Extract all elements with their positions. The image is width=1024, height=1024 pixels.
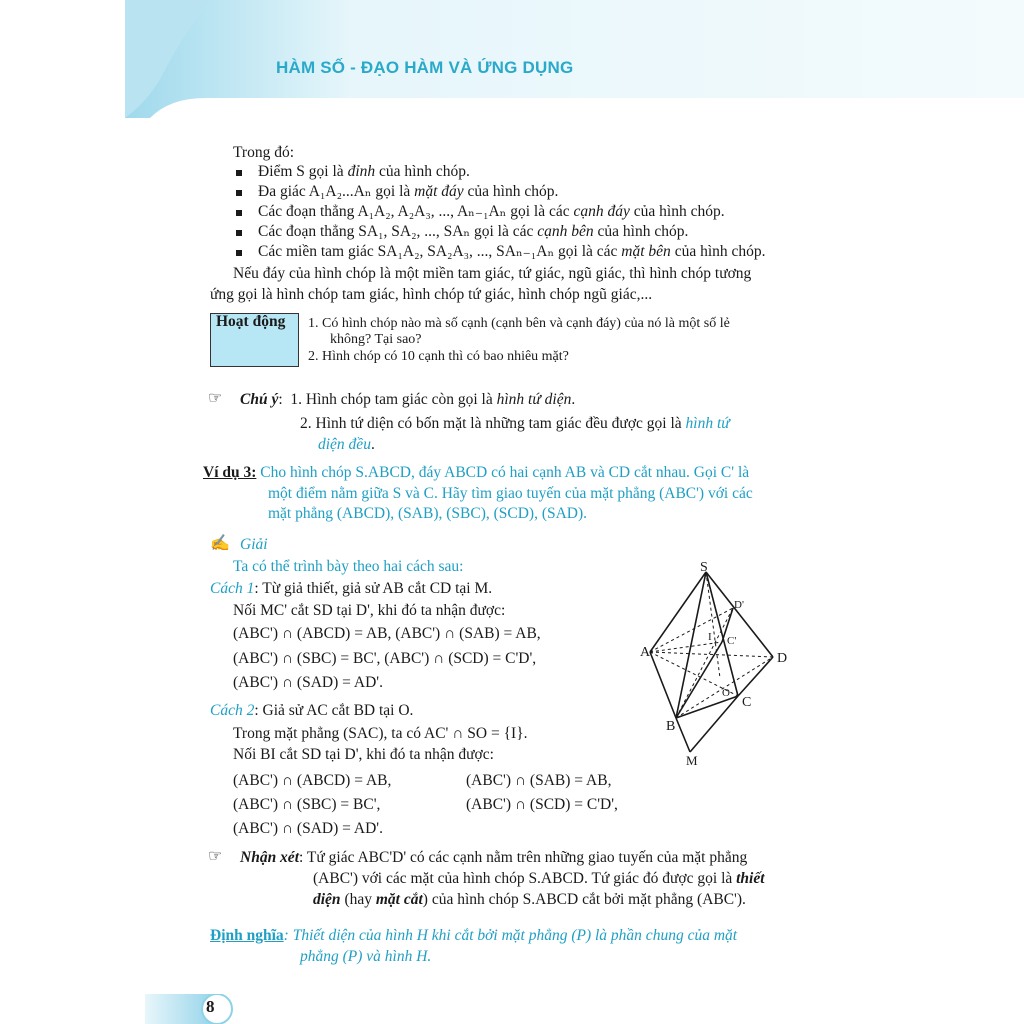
method-2-eq-2a: (ABC') ∩ (SBC) = BC', (233, 796, 381, 813)
method-1-eq-3: (ABC') ∩ (SAD) = AD'. (233, 674, 383, 691)
footer-band (145, 994, 235, 1024)
bullet-2: Đa giác A₁A₂...Aₙ gọi là mặt đáy của hình chóp. (258, 183, 559, 200)
label-B: B (666, 719, 676, 734)
bullet-4: Các đoạn thẳng SA₁, SA₂, ..., SAₙ gọi là các cạnh bên của hình chóp. (258, 223, 689, 240)
label-M: M (686, 753, 698, 768)
note-line-1: Chú ý: 1. Hình chóp tam giác còn gọi là hình tứ diện. (240, 391, 576, 408)
edge-AD (650, 652, 773, 657)
method-1-line-1: Cách 1: Từ giả thiết, giả sử AB cắt CD tại M. (210, 580, 493, 597)
activity-item-1-cont: không? Tại sao? (330, 332, 422, 347)
bullet-marker (236, 170, 242, 176)
pyramid-figure (640, 560, 820, 770)
example-line-1: Ví dụ 3: Cho hình chóp S.ABCD, đáy ABCD có hai cạnh AB và CD cắt nhau. Gọi C' là (203, 464, 750, 481)
paragraph-line: ứng gọi là hình chóp tam giác, hình chóp tứ giác, hình chóp ngũ giác,... (210, 286, 653, 303)
definition-line-1: Định nghĩa: Thiết diện của hình H khi cắt bởi mặt phẳng (P) là phần chung của mặt (210, 927, 738, 944)
page-number: 8 (206, 997, 215, 1016)
method-2-eq-1a: (ABC') ∩ (ABCD) = AB, (233, 772, 392, 789)
method-2-eq-2b: (ABC') ∩ (SCD) = C'D', (466, 796, 618, 813)
bullet-marker (236, 250, 242, 256)
bullet-marker (236, 230, 242, 236)
example-line-3: mặt phẳng (ABCD), (SAB), (SBC), (SCD), (SAD). (268, 505, 588, 522)
method-2-line-3: Nối BI cắt SD tại D', khi đó ta nhận được: (233, 746, 494, 763)
label-I: I (708, 631, 712, 643)
definition-line-2: phẳng (P) và hình H. (300, 948, 432, 965)
remark-line-1: Nhận xét: Tứ giác ABC'D' có các cạnh nằm trên những giao tuyến của mặt phẳng (240, 849, 748, 866)
method-2-eq-1b: (ABC') ∩ (SAB) = AB, (466, 772, 612, 789)
label-A: A (640, 645, 651, 660)
bullet-3: Các đoạn thẳng A₁A₂, A₂A₃, ..., Aₙ₋₁Aₙ gọi là các cạnh đáy của hình chóp. (258, 203, 725, 220)
remark-line-2: (ABC') với các mặt của hình chóp S.ABCD. Tứ giác đó được gọi là thiết (313, 870, 765, 887)
note-line-3: diện đều. (318, 436, 375, 453)
method-2-eq-3: (ABC') ∩ (SAD) = AD'. (233, 820, 383, 837)
edge-ACp (650, 642, 722, 652)
method-1-eq-2: (ABC') ∩ (SBC) = BC', (ABC') ∩ (SCD) = C'D', (233, 650, 537, 667)
remark-line-3: diện (hay mặt cắt) của hình chóp S.ABCD cắt bởi mặt phẳng (ABC'). (313, 891, 746, 908)
activity-item-2: 2. Hình chóp có 10 cạnh thì có bao nhiêu mặt? (308, 349, 569, 364)
pointing-hand-icon: ☞ (208, 848, 223, 865)
solution-intro: Ta có thể trình bày theo hai cách sau: (233, 558, 464, 575)
pointing-hand-icon: ☞ (208, 390, 223, 407)
intro-text: Trong đó: (233, 144, 295, 161)
pencil-icon: ✍ (210, 535, 230, 552)
label-D: D (777, 651, 788, 666)
edge-SD (706, 572, 773, 657)
method-1-eq-1: (ABC') ∩ (ABCD) = AB, (ABC') ∩ (SAB) = AB, (233, 625, 541, 642)
edge-CD (738, 657, 773, 696)
label-C: C (742, 695, 752, 710)
label-S: S (700, 560, 708, 575)
label-Cp: C' (727, 635, 737, 647)
method-1-line-2: Nối MC' cắt SD tại D', khi đó ta nhận được: (233, 602, 506, 619)
solution-label: Giải (240, 536, 268, 553)
paragraph-line: Nếu đáy của hình chóp là một miền tam giác, tứ giác, ngũ giác, thì hình chóp tương (233, 265, 752, 282)
bullet-5: Các miền tam giác SA₁A₂, SA₂A₃, ..., SAₙ₋₁Aₙ gọi là các mặt bên của hình chóp. (258, 243, 766, 260)
example-line-2: một điểm nằm giữa S và C. Hãy tìm giao tuyến của mặt phẳng (ABC') với các (268, 485, 753, 502)
label-Dp: D' (734, 599, 744, 611)
chapter-title: HÀM SỐ - ĐẠO HÀM VÀ ỨNG DỤNG (276, 58, 574, 77)
edge-BM (676, 718, 690, 752)
label-O: O (722, 687, 730, 699)
method-2-line-1: Cách 2: Giả sử AC cắt BD tại O. (210, 702, 414, 719)
edge-AB (650, 652, 676, 718)
bullet-marker (236, 190, 242, 196)
method-2-line-2: Trong mặt phẳng (SAC), ta có AC' ∩ SO = {I}. (233, 725, 528, 742)
activity-item-1: 1. Có hình chóp nào mà số cạnh (cạnh bên và cạnh đáy) của nó là một số lẻ (308, 316, 730, 331)
bullet-marker (236, 210, 242, 216)
note-line-2: 2. Hình tứ diện có bốn mặt là những tam giác đều được gọi là hình tứ (300, 415, 730, 432)
bullet-1: Điểm S gọi là đỉnh của hình chóp. (258, 163, 470, 180)
activity-label: Hoạt động (216, 313, 286, 330)
